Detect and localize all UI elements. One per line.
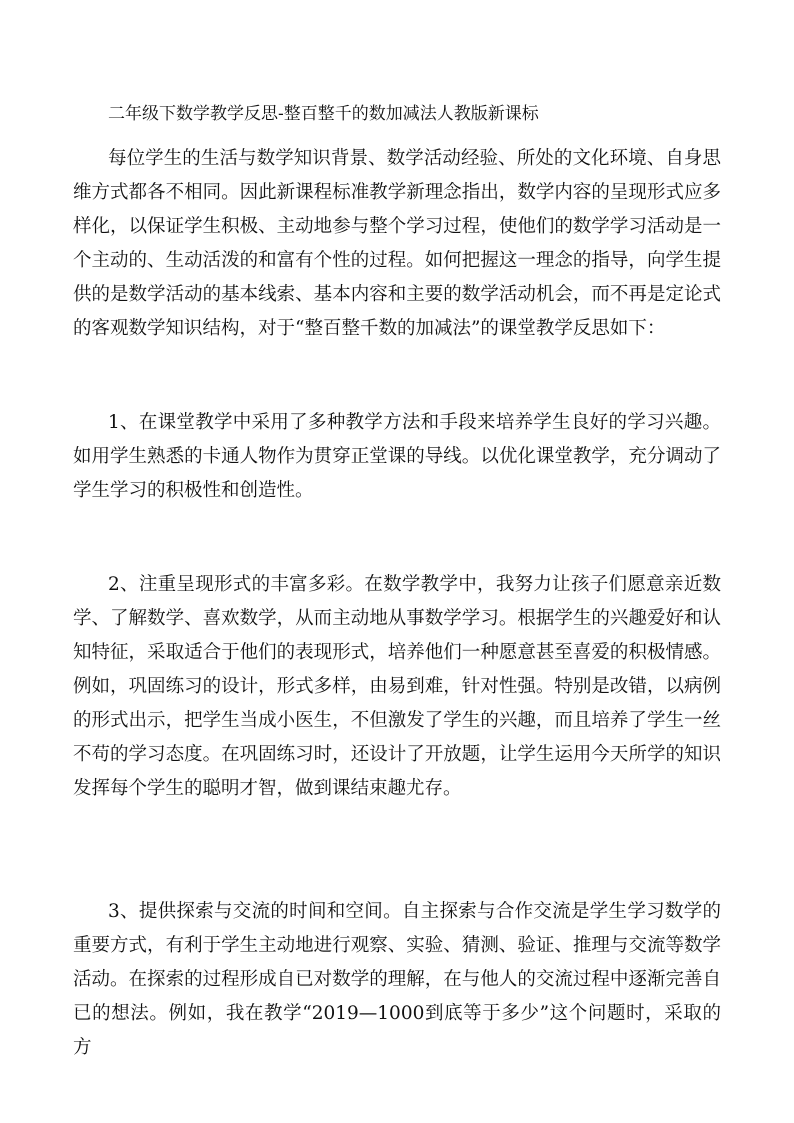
paragraph-intro: 每位学生的生活与数学知识背景、数学活动经验、所处的文化环境、自身思维方式都各不相同。因此新课程标准教学新理念指出，数学内容的呈现形式应多样化，以保证学生积极、主动地参与整个学习过程，使他们的数学学习活动是一个主动的、生动活泼的和富有个性的过程。如何把握这一理念的指导，向学生提供的是数学活动的基本线索、基本内容和主要的数学活动机会，而不再是定论式的客观数学知识结构，对于“整百整千数的加减法”的课堂教学反思如下：: [73, 148, 721, 339]
paragraph-point-1: 1、在课堂教学中采用了多种教学方法和手段来培养学生良好的学习兴趣。如用学生熟悉的卡通人物作为贯穿正堂课的导线。以优化课堂教学，充分调动了学生学习的积极性和创造性。: [73, 412, 721, 501]
paragraph-point-2: 2、注重呈现形式的丰富多彩。在数学教学中，我努力让孩子们愿意亲近数学、了解数学、喜欢数学，从而主动地从事数学学习。根据学生的兴趣爱好和认知特征，采取适合于他们的表现形式，培养他们一种愿意甚至喜爱的积极情感。例如，巩固练习的设计，形式多样，由易到难，针对性强。特别是改错，以病例的形式出示，把学生当成小医生，不但激发了学生的兴趣，而且培养了学生一丝不苟的学习态度。在巩固练习时，还设计了开放题，让学生运用今天所学的知识发挥每个学生的聪明才智，做到课结束趣尤存。: [73, 574, 721, 799]
document-title: 二年级下数学教学反思-整百整千的数加减法人教版新课标: [108, 104, 539, 124]
paragraph-point-3: 3、提供探索与交流的时间和空间。自主探索与合作交流是学生学习数学的重要方式，有利于学生主动地进行观察、实验、猜测、验证、推理与交流等数学活动。在探索的过程形成自已对数学的理解，在与他人的交流过程中逐渐完善自已的想法。例如，我在教学“2019—1000到底等于多少”这个问题时，采取的方: [73, 901, 721, 1058]
